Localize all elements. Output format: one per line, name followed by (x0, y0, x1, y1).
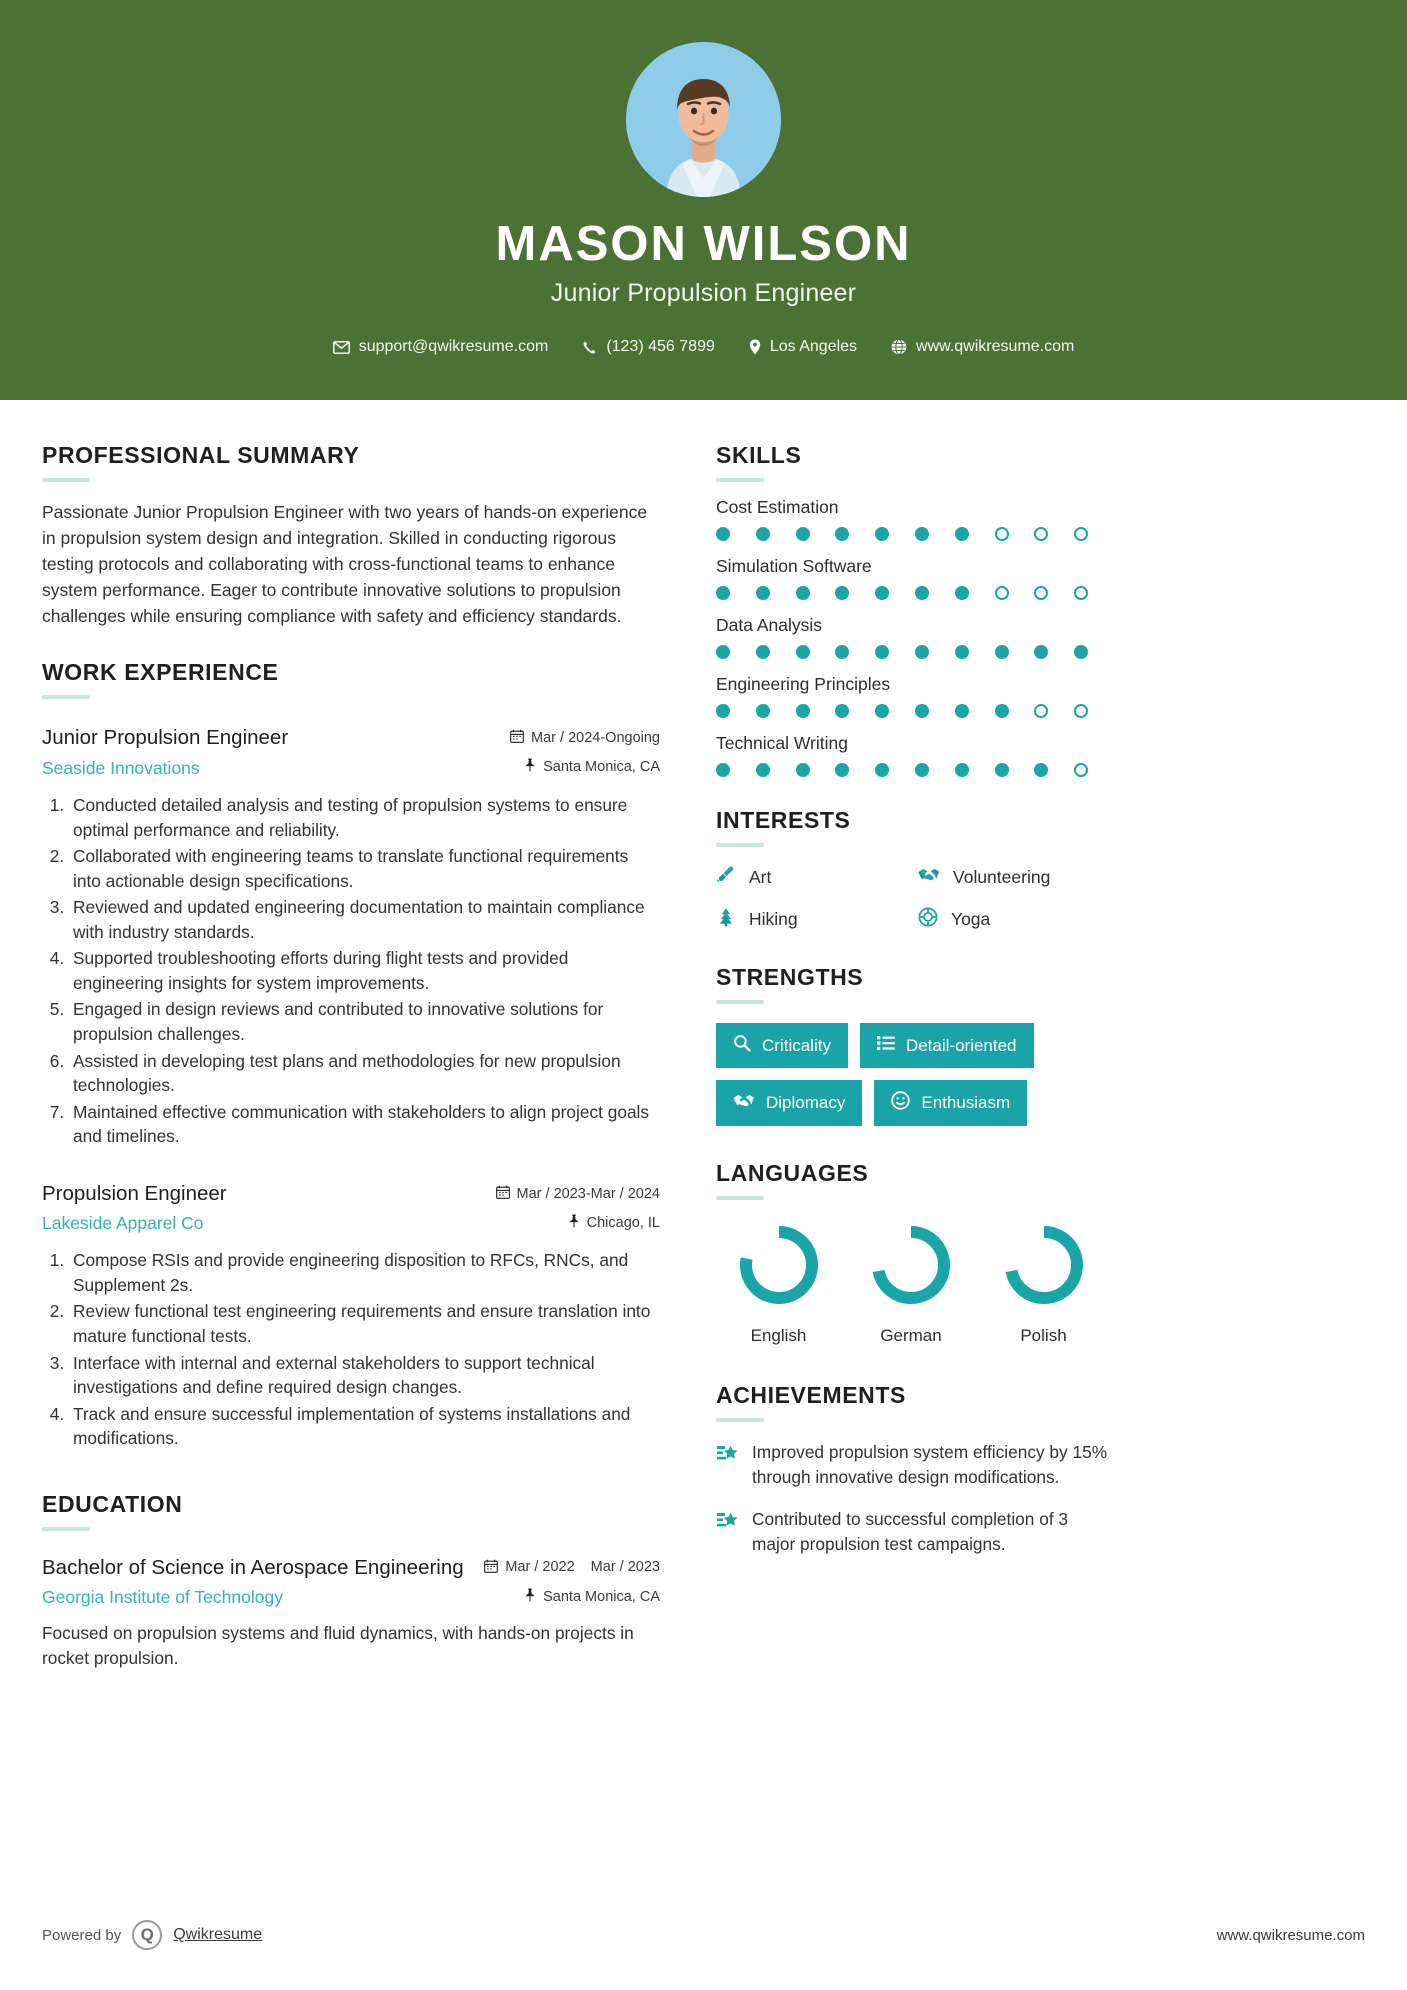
skill-level-dots (716, 586, 1114, 600)
list-item: 2. Review functional test engineering requirements and ensure translation into mature functional tests. (69, 1299, 660, 1348)
section-languages (716, 1160, 1114, 1346)
location-pin-icon (749, 339, 761, 355)
skill-name: Cost Estimation (716, 497, 839, 517)
avatar (626, 42, 781, 197)
job-dates-text: Mar / 2024-Ongoing (531, 730, 660, 747)
skill-dot-filled (995, 645, 1009, 659)
skill-dot-filled (796, 645, 810, 659)
language-progress-ring (868, 1222, 954, 1308)
skill-dot-filled (955, 645, 969, 659)
work-entry (42, 1181, 660, 1451)
interest-label: Volunteering (953, 867, 1051, 887)
education-description: Focused on propulsion systems and fluid dynamics, with hands-on projects in rocket propulsion. (42, 1623, 634, 1669)
interests-list (716, 865, 1114, 932)
language-item (981, 1222, 1106, 1346)
contact-row (0, 338, 1407, 356)
education-dates (484, 1559, 660, 1577)
interest-item-volunteering (918, 865, 1114, 890)
section-rule (716, 1196, 764, 1200)
skill-dot-filled (716, 586, 730, 600)
skill-dot-filled (1034, 645, 1048, 659)
skill-dot-filled (756, 645, 770, 659)
lifebuoy-icon (918, 907, 938, 932)
skill-dot-filled (756, 586, 770, 600)
language-progress-ring (736, 1222, 822, 1308)
section-professional-summary (42, 442, 660, 629)
skill-name: Technical Writing (716, 733, 848, 753)
interest-label: Hiking (749, 909, 798, 929)
powered-by (42, 1920, 262, 1950)
handshake-icon (733, 1092, 755, 1115)
list-icon (877, 1035, 895, 1056)
list-item: 4. Track and ensure successful implementation of systems installations and modifications. (69, 1402, 660, 1451)
skill-dot-empty (995, 527, 1009, 541)
interest-item-hiking (716, 907, 912, 932)
skill-dot-filled (835, 527, 849, 541)
skill-dot-filled (1034, 763, 1048, 777)
contact-location-text: Los Angeles (769, 338, 858, 356)
section-rule (42, 1527, 90, 1531)
section-work-experience (42, 659, 660, 1450)
section-heading: ACHIEVEMENTS (716, 1382, 906, 1408)
skill-row (716, 733, 1114, 777)
interest-item-art (716, 865, 912, 890)
profile-photo-illustration (626, 42, 781, 197)
envelope-icon (333, 341, 350, 354)
skill-dot-filled (835, 704, 849, 718)
education-location-text: Santa Monica, CA (543, 1588, 660, 1605)
contact-phone-text: (123) 456 7899 (606, 338, 715, 356)
paintbrush-icon (716, 865, 736, 890)
strength-chip-diplomacy[interactable] (716, 1080, 862, 1126)
skill-dot-filled (716, 763, 730, 777)
work-entry (42, 725, 660, 1148)
contact-location[interactable] (732, 338, 874, 356)
skill-dot-filled (995, 704, 1009, 718)
list-item (716, 1440, 1114, 1489)
job-company: Seaside Innovations (42, 758, 200, 779)
skill-dot-empty (1074, 763, 1088, 777)
section-rule (716, 843, 764, 847)
skill-dot-empty (1034, 586, 1048, 600)
contact-website-text: www.qwikresume.com (916, 338, 1075, 356)
skill-dot-filled (955, 763, 969, 777)
globe-icon (891, 339, 907, 355)
skill-dot-filled (835, 645, 849, 659)
skill-dot-filled (875, 586, 889, 600)
skill-dot-empty (1074, 704, 1088, 718)
skill-row (716, 674, 1114, 718)
skills-list (716, 497, 1114, 777)
skill-dot-filled (915, 763, 929, 777)
education-location (484, 1588, 660, 1606)
skill-name: Simulation Software (716, 556, 872, 576)
skill-dot-filled (796, 763, 810, 777)
skill-dot-filled (915, 645, 929, 659)
skill-dot-empty (1034, 704, 1048, 718)
job-location (485, 1214, 660, 1232)
skill-dot-filled (1074, 645, 1088, 659)
job-location-text: Santa Monica, CA (543, 759, 660, 776)
skill-dot-filled (796, 586, 810, 600)
job-dates (485, 1185, 660, 1203)
skill-row (716, 615, 1114, 659)
calendar-icon (510, 729, 524, 747)
star-badge-icon (716, 1440, 738, 1468)
skill-level-dots (716, 763, 1114, 777)
section-rule (716, 1418, 764, 1422)
skill-dot-filled (756, 763, 770, 777)
strength-chip-criticality[interactable] (716, 1023, 848, 1068)
job-role: Junior Propulsion Engineer (42, 726, 289, 750)
footer (0, 1880, 1407, 1990)
list-item: 4. Supported troubleshooting efforts during flight tests and provided engineering insights for system improvements. (69, 946, 660, 995)
job-company: Lakeside Apparel Co (42, 1213, 204, 1234)
section-achievements (716, 1382, 1114, 1556)
skill-row (716, 556, 1114, 600)
strength-label: Diplomacy (766, 1093, 846, 1112)
right-column (686, 442, 1114, 1676)
summary-text: Passionate Junior Propulsion Engineer with two years of hands-on experience in propulsion system design and integration. Skilled in conducting rigorous testing protocols and collaborating with cross-functional teams to enhance system performance. Eager to contribute innovative solutions to propulsion challenges while ensuring compliance with safety and efficiency standards. (42, 502, 648, 626)
star-badge-icon (716, 1507, 738, 1535)
language-label: German (880, 1326, 942, 1345)
job-duties-list (42, 1248, 660, 1450)
achievement-text: Improved propulsion system efficiency by 15% through innovative design modifications. (752, 1442, 1108, 1487)
skill-dot-filled (915, 704, 929, 718)
section-interests (716, 807, 1114, 932)
education-entry (42, 1555, 660, 1672)
skill-dot-filled (716, 527, 730, 541)
skill-name: Engineering Principles (716, 674, 891, 694)
qwikresume-logo-icon: Q (132, 1920, 162, 1950)
list-item: 3. Interface with internal and external stakeholders to support technical investigations and define required design changes. (69, 1351, 660, 1400)
strength-label: Enthusiasm (921, 1093, 1011, 1112)
handshake-icon (918, 866, 940, 889)
language-item (716, 1222, 841, 1346)
pushpin-icon (524, 758, 536, 776)
achievements-list (716, 1440, 1114, 1556)
list-item: 1. Conducted detailed analysis and testing of propulsion systems to ensure optimal performance and reliability. (69, 793, 660, 842)
language-item (849, 1222, 974, 1346)
job-dates-text: Mar / 2023-Mar / 2024 (516, 1185, 660, 1202)
language-progress-ring (1001, 1222, 1087, 1308)
skill-level-dots (716, 645, 1114, 659)
section-heading: LANGUAGES (716, 1160, 869, 1186)
skill-dot-filled (955, 527, 969, 541)
list-item: 1. Compose RSIs and provide engineering disposition to RFCs, RNCs, and Supplement 2s. (69, 1248, 660, 1297)
powered-by-label: Powered by (42, 1926, 122, 1944)
list-item (716, 1507, 1114, 1556)
job-duties-list (42, 793, 660, 1149)
contact-phone[interactable] (565, 338, 732, 356)
skill-level-dots (716, 527, 1114, 541)
education-date-end: Mar / 2023 (590, 1559, 660, 1576)
footer-url[interactable]: www.qwikresume.com (1216, 1926, 1365, 1944)
header-job-title: Junior Propulsion Engineer (550, 279, 857, 308)
skill-dot-filled (796, 704, 810, 718)
education-school: Georgia Institute of Technology (42, 1587, 283, 1608)
strength-label: Criticality (762, 1035, 831, 1055)
list-item: 6. Assisted in developing test plans and methodologies for new propulsion technologies. (69, 1049, 660, 1098)
calendar-icon (484, 1559, 498, 1577)
qwikresume-brand-link[interactable]: Qwikresume (173, 1926, 263, 1943)
job-location-text: Chicago, IL (586, 1214, 660, 1231)
section-heading: INTERESTS (716, 807, 851, 833)
skill-level-dots (716, 704, 1114, 718)
section-heading: PROFESSIONAL SUMMARY (42, 442, 360, 468)
languages-list (716, 1222, 1114, 1346)
resume-header (0, 0, 1407, 400)
list-item: 5. Engaged in design reviews and contributed to innovative solutions for propulsion challenges. (69, 997, 660, 1046)
pushpin-icon (568, 1214, 580, 1232)
interest-label: Yoga (951, 909, 991, 929)
magnifier-icon (733, 1034, 751, 1057)
skill-dot-empty (1034, 527, 1048, 541)
skill-dot-filled (875, 704, 889, 718)
skill-dot-filled (875, 527, 889, 541)
education-degree: Bachelor of Science in Aerospace Engineering (42, 1555, 464, 1579)
strength-label: Detail-oriented (905, 1035, 1017, 1055)
interest-item-yoga (918, 907, 1114, 932)
contact-website[interactable] (874, 338, 1091, 356)
achievement-text: Contributed to successful completion of 3 major propulsion test campaigns. (752, 1509, 1069, 1554)
job-role: Propulsion Engineer (42, 1181, 227, 1205)
skill-dot-filled (955, 586, 969, 600)
section-heading: SKILLS (716, 442, 802, 468)
language-label: English (750, 1326, 807, 1345)
skill-dot-filled (915, 527, 929, 541)
skill-dot-empty (995, 586, 1009, 600)
section-heading: WORK EXPERIENCE (42, 659, 279, 686)
skill-dot-filled (716, 645, 730, 659)
skill-dot-filled (796, 527, 810, 541)
page-title: MASON WILSON (495, 217, 912, 271)
contact-email[interactable] (316, 338, 566, 356)
skill-dot-filled (955, 704, 969, 718)
section-skills (716, 442, 1114, 777)
list-item: 3. Reviewed and updated engineering documentation to maintain compliance with industry standards. (69, 895, 660, 944)
section-rule (42, 695, 90, 699)
section-education (42, 1491, 660, 1672)
skill-dot-filled (875, 645, 889, 659)
strengths-list (716, 1023, 1114, 1126)
skill-dot-filled (915, 586, 929, 600)
section-rule (42, 478, 90, 482)
strength-chip-detail-oriented[interactable] (860, 1023, 1034, 1068)
strength-chip-enthusiasm[interactable] (874, 1080, 1027, 1126)
skill-dot-empty (1074, 527, 1088, 541)
skill-dot-filled (835, 763, 849, 777)
section-rule (716, 1000, 764, 1004)
tree-icon (716, 907, 736, 932)
skill-row (716, 497, 1114, 541)
calendar-icon (496, 1185, 510, 1203)
list-item: 2. Collaborated with engineering teams to translate functional requirements into actionable design specifications. (69, 844, 660, 893)
section-heading: EDUCATION (42, 1490, 183, 1517)
phone-icon (582, 340, 597, 355)
smiley-icon (891, 1091, 910, 1115)
skill-dot-filled (756, 527, 770, 541)
contact-email-text: support@qwikresume.com (358, 338, 549, 356)
skill-dot-filled (995, 763, 1009, 777)
list-item: 7. Maintained effective communication with stakeholders to align project goals and timelines. (69, 1100, 660, 1149)
skill-dot-empty (1074, 586, 1088, 600)
skill-dot-filled (716, 704, 730, 718)
education-date-start: Mar / 2022 (505, 1559, 575, 1576)
section-strengths (716, 964, 1114, 1126)
skill-name: Data Analysis (716, 615, 823, 635)
interest-label: Art (749, 867, 772, 887)
section-rule (716, 478, 764, 482)
skill-dot-filled (835, 586, 849, 600)
language-label: Polish (1020, 1326, 1067, 1345)
pushpin-icon (524, 1588, 536, 1606)
left-column (42, 442, 660, 1676)
skill-dot-filled (756, 704, 770, 718)
section-heading: STRENGTHS (716, 964, 864, 990)
job-dates (485, 729, 660, 747)
resume-body (0, 400, 1407, 1676)
skill-dot-filled (875, 763, 889, 777)
job-location (485, 758, 660, 776)
